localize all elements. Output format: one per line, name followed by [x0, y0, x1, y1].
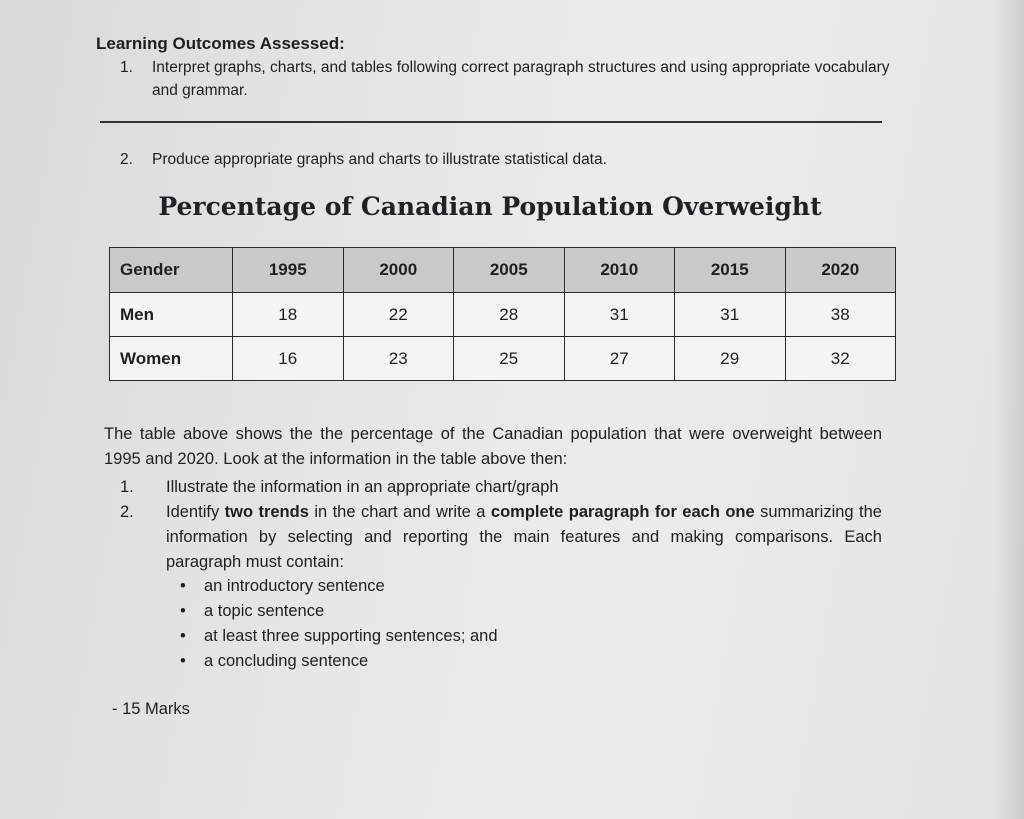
task-number: 2. [120, 503, 134, 521]
table-cell: 31 [564, 293, 675, 337]
list-item-text: a concluding sentence [204, 652, 369, 670]
marks-label: - 15 Marks [112, 700, 190, 718]
outcome-number: 2. [120, 151, 133, 168]
task-text: Illustrate the information in an appropriate chart/graph [166, 478, 559, 496]
list-item [180, 599, 498, 624]
table-cell: 27 [564, 337, 675, 381]
task-text [166, 500, 882, 575]
outcome-text: Produce appropriate graphs and charts to illustrate statistical data. [152, 151, 607, 168]
list-item-text: an introductory sentence [204, 577, 385, 595]
header-cell: 2000 [343, 248, 454, 293]
paragraph-requirements-list [180, 574, 498, 674]
row-label: Men [110, 293, 233, 337]
task-emphasis: complete paragraph for each one [490, 503, 755, 521]
task-emphasis: two trends [224, 503, 309, 521]
list-item-text: a topic sentence [204, 602, 325, 620]
table-row [110, 337, 896, 381]
instructions-intro: The table above shows the the percentage of the Canadian population that were overweight between 1995 and 2020. Look at the information in the table above then: [104, 425, 882, 468]
task-text-part: in the chart and write a [308, 503, 491, 521]
table-cell: 25 [454, 337, 565, 381]
header-cell: 2005 [454, 248, 565, 293]
table-cell: 29 [675, 337, 786, 381]
table-cell: 22 [343, 293, 454, 337]
task-1 [120, 475, 882, 500]
horizontal-rule [100, 121, 882, 123]
task-2 [120, 500, 882, 575]
table-cell: 31 [675, 293, 786, 337]
row-label: Women [110, 337, 233, 381]
table-cell: 28 [454, 293, 565, 337]
table-cell: 18 [233, 293, 344, 337]
list-item [180, 649, 498, 674]
list-item [180, 624, 498, 649]
bullet-icon: • [180, 652, 186, 670]
task-text-part: summarizing the information by selecting and reporting the main features and making comparisons. Each paragraph must contain: [166, 503, 882, 571]
table-header-row [110, 248, 896, 293]
header-cell: 2010 [564, 248, 675, 293]
bullet-icon: • [180, 627, 186, 645]
header-cell: 2020 [785, 248, 896, 293]
list-item [180, 574, 498, 599]
table-cell: 38 [785, 293, 896, 337]
table-cell: 32 [785, 337, 896, 381]
list-item-text: at least three supporting sentences; and [204, 627, 498, 645]
header-cell: Gender [110, 248, 233, 293]
outcome-text: Interpret graphs, charts, and tables following correct paragraph structures and using appropriate vocabulary and grammar. [152, 59, 890, 99]
task-number: 1. [120, 478, 134, 496]
learning-outcomes-heading: Learning Outcomes Assessed: [96, 34, 345, 53]
overweight-data-table [109, 247, 896, 381]
page-edge-shadow [994, 0, 1024, 819]
table-cell: 16 [233, 337, 344, 381]
table-cell: 23 [343, 337, 454, 381]
task-text-part: Identify [166, 503, 225, 521]
header-cell: 2015 [675, 248, 786, 293]
bullet-icon: • [180, 577, 186, 595]
bullet-icon: • [180, 602, 186, 620]
outcome-number: 1. [120, 59, 133, 76]
table-title: Percentage of Canadian Population Overweight [158, 192, 822, 221]
table-row [110, 293, 896, 337]
header-cell: 1995 [233, 248, 344, 293]
